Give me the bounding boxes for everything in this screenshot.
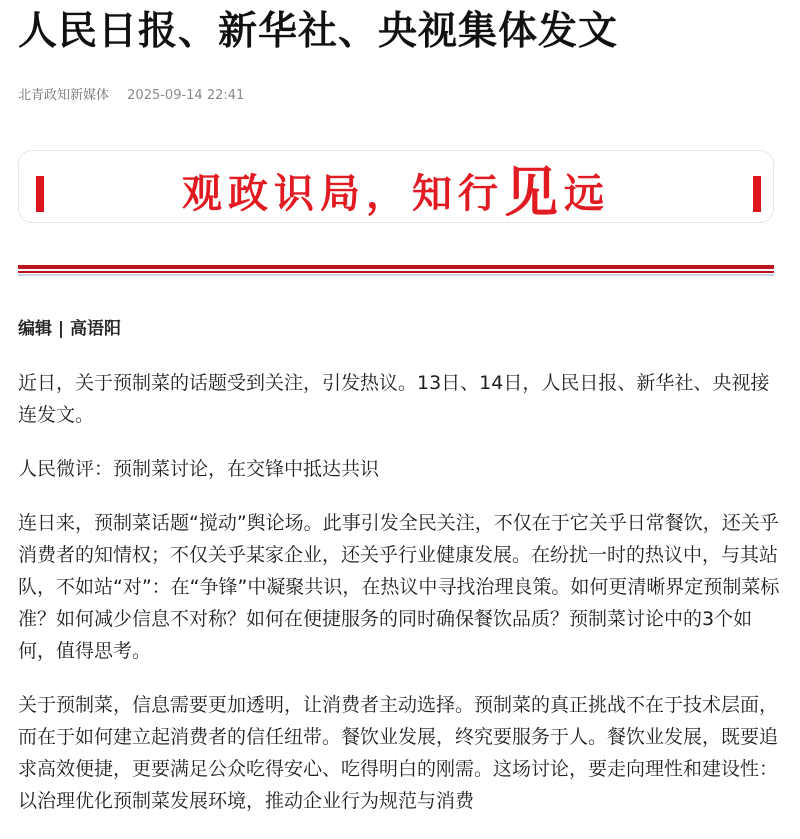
paragraph-body-1: 连日来，预制菜话题“搅动”舆论场。此事引发全民关注，不仅在于它关乎日常餐饮，还关乎消费者的知情权；不仅关乎某家企业，还关乎行业健康发展。在纷扰一时的热议中，与其站队，不如站“对”：在“争锋”中凝聚共识，在热议中寻找治理良策。如何更清晰界定预制菜标准？如何减少信息不对称？如何在便捷服务的同时确保餐饮品质？预制菜讨论中的3个如何，值得思考。	[18, 512, 780, 662]
section-divider	[18, 265, 774, 277]
slogan-big-char: 见	[504, 160, 564, 224]
publish-time: 2025-09-14 22:41	[127, 88, 245, 103]
article-meta	[18, 84, 244, 103]
banner-right-bar	[753, 176, 761, 212]
article-title: 人民日报、新华社、央视集体发文	[18, 9, 619, 54]
paragraph-subheading: 人民微评：预制菜讨论，在交锋中抵达共识	[18, 458, 380, 480]
slogan-part2: 远	[564, 170, 610, 217]
slogan-part1: 观政识局，知行	[182, 170, 504, 217]
editor-credit: 编辑 | 高语阳	[18, 319, 122, 339]
article-body	[18, 367, 780, 839]
author-link[interactable]: 北青政知新媒体	[18, 88, 110, 103]
banner-left-bar	[36, 176, 44, 212]
banner-slogan	[182, 150, 610, 227]
divider-line-thick	[18, 265, 774, 269]
paragraph-intro: 近日，关于预制菜的话题受到关注，引发热议。13日、14日，人民日报、新华社、央视接连发文。	[18, 372, 770, 426]
divider-line-light	[18, 274, 774, 276]
slogan-banner	[18, 150, 774, 223]
paragraph-body-2: 关于预制菜，信息需要更加透明，让消费者主动选择。预制菜的真正挑战不在于技术层面，而在于如何建立起消费者的信任纽带。餐饮业发展，终究要服务于人。餐饮业发展，既要追求高效便捷，更要满足公众吃得安心、吃得明白的刚需。这场讨论，要走向理性和建设性：以治理优化预制菜发展环境，推动企业行为规范与消费	[18, 694, 779, 812]
divider-line-thin	[18, 271, 774, 273]
